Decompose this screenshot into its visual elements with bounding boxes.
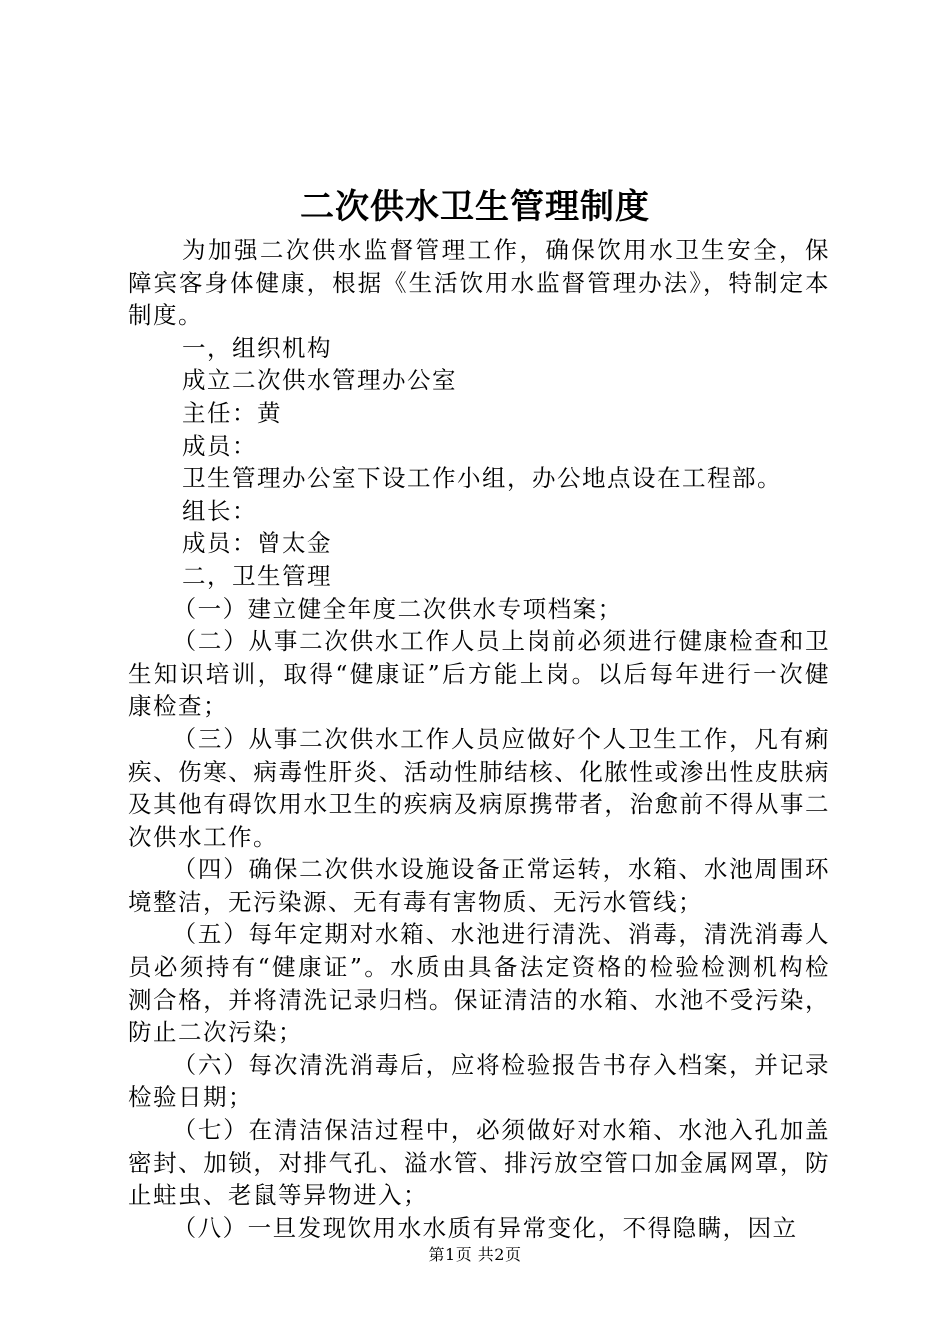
list-item: （八）一旦发现饮用水水质有异常变化，不得隐瞒，因立 [172,1213,798,1242]
paragraph: 卫生管理办公室下设工作小组，办公地点设在工程部。 [182,464,783,493]
paragraph: 成立二次供水管理办公室 [182,366,458,395]
section-heading-organization: 一，组织机构 [182,333,333,362]
document-body [128,234,830,1244]
list-item: （六）每次清洗消毒后，应将检验报告书存入档案，并记录检验日期； [128,1050,830,1112]
paragraph: 成员： [182,431,258,460]
list-item: （二）从事二次供水工作人员上岗前必须进行健康检查和卫生知识培训，取得“健康证”后方能上岗。以后每年进行一次健康检查； [128,627,830,721]
page-number-footer: 第1页 共2页 [428,1245,522,1264]
section-heading-hygiene: 二，卫生管理 [182,561,333,590]
list-item: （七）在清洁保洁过程中，必须做好对水箱、水池入孔加盖密封、加锁，对排气孔、溢水管、排污放空管口加金属网罩，防止蛀虫、老鼠等异物进入； [128,1116,830,1210]
paragraph: 组长： [182,496,258,525]
intro-paragraph: 为加强二次供水监督管理工作，确保饮用水卫生安全，保障宾客身体健康，根据《生活饮用水监督管理办法》，特制定本制度。 [128,236,830,330]
list-item: （五）每年定期对水箱、水池进行清洗、消毒，清洗消毒人员必须持有“健康证”。水质由具备法定资格的检验检测机构检测合格，并将清洗记录归档。保证清洁的水箱、水池不受污染，防止二次污染； [128,920,830,1047]
list-item: （三）从事二次供水工作人员应做好个人卫生工作，凡有痢疾、伤寒、病毒性肝炎、活动性肺结核、化脓性或渗出性皮肤病及其他有碍饮用水卫生的疾病及病原携带者，治愈前不得从事二次供水工作。 [128,724,830,851]
list-item: （一）建立健全年度二次供水专项档案； [172,594,623,623]
paragraph: 主任：黄 [182,398,283,427]
paragraph: 成员：曾太金 [182,529,333,558]
document-title: 二次供水卫生管理制度 [300,187,650,227]
list-item: （四）确保二次供水设施设备正常运转，水箱、水池周围环境整洁，无污染源、无有毒有害物质、无污水管线； [128,855,830,916]
